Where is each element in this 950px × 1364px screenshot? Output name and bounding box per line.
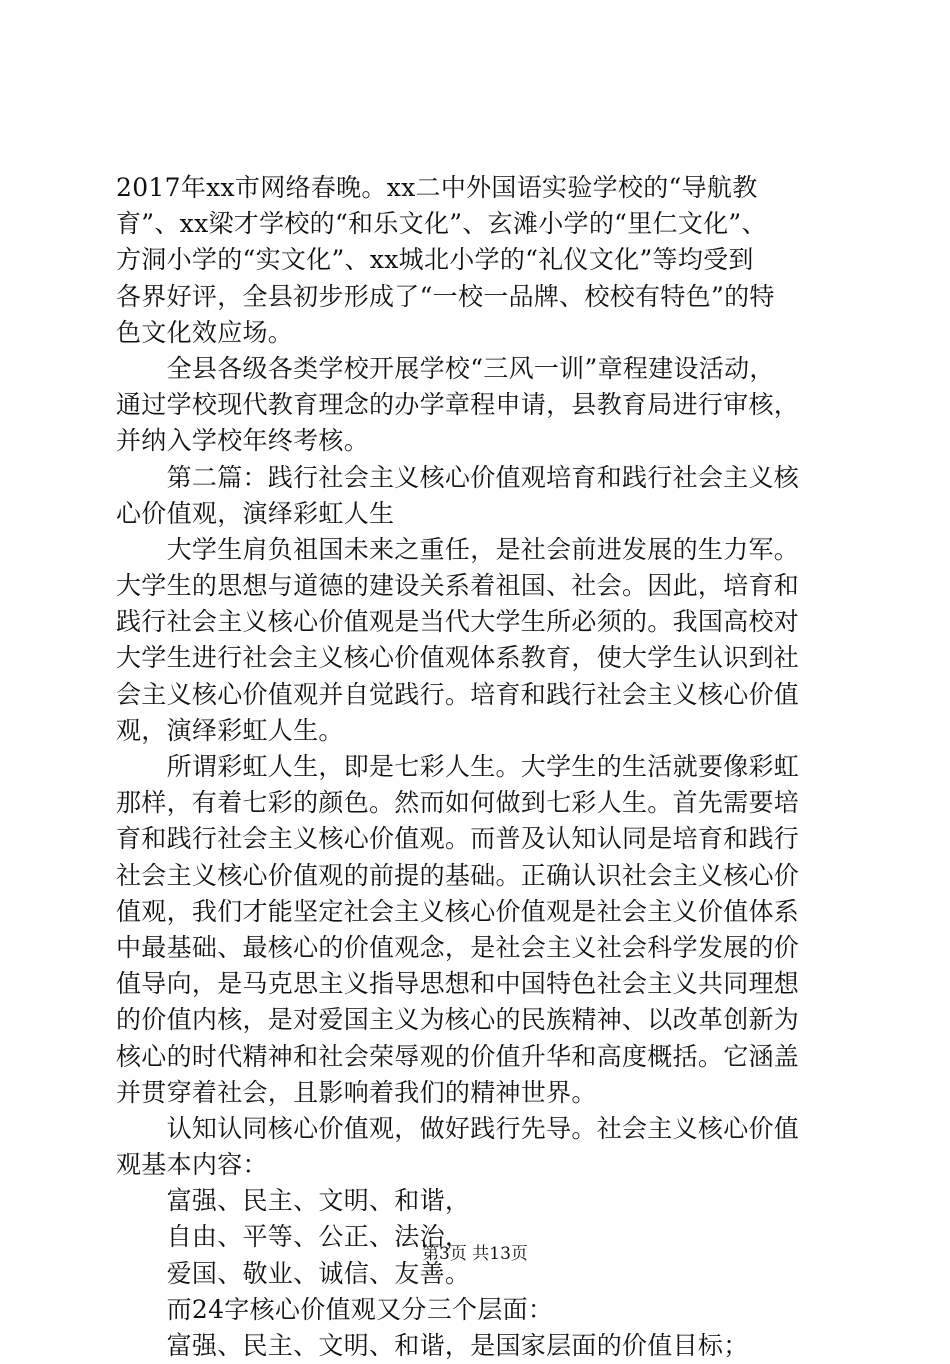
text-line: 大学生进行社会主义核心价值观体系教育，使大学生认识到社: [116, 643, 800, 673]
text-line: 自由、平等、公正、法治，: [116, 1222, 471, 1252]
text-line: 育和践行社会主义核心价值观。而普及认知认同是培育和践行: [116, 824, 800, 854]
text-line: 大学生肩负祖国未来之重任，是社会前进发展的生力军。: [116, 534, 800, 564]
text-line: 的价值内核，是对爱国主义为核心的民族精神、以改革创新为: [116, 1005, 800, 1035]
text-line: 通过学校现代教育理念的办学章程申请，县教育局进行审核，: [116, 390, 800, 420]
text-line: 富强、民主、文明、和谐，是国家层面的价值目标；: [116, 1331, 749, 1360]
text-line: 所谓彩虹人生，即是七彩人生。大学生的生活就要像彩虹: [116, 752, 800, 781]
text-line: 值导向，是马克思主义指导思想和中国特色社会主义共同理想: [116, 969, 800, 999]
text-line: 而24字核心价值观又分三个层面：: [116, 1294, 554, 1324]
text-line: 中最基础、最核心的价值观念，是社会主义社会科学发展的价: [116, 932, 800, 962]
text-line: 会主义核心价值观并自觉践行。培育和践行社会主义核心价值: [116, 679, 800, 709]
text-line: 爱国、敬业、诚信、友善。: [116, 1258, 471, 1288]
text-line: 色文化效应场。: [116, 317, 294, 347]
text-line: 并纳入学校年终考核。: [116, 426, 370, 456]
text-line: 认知认同核心价值观，做好践行先导。社会主义核心价值: [116, 1113, 800, 1143]
text-line: 社会主义核心价值观的前提的基础。正确认识社会主义核心价: [116, 860, 800, 890]
text-line: 第二篇：践行社会主义核心价值观培育和践行社会主义核: [116, 462, 800, 492]
text-line: 育”、xx梁才学校的“和乐文化”、玄滩小学的“里仁文化”、: [116, 209, 767, 239]
page-footer: 第3页 共13页: [422, 1244, 528, 1264]
text-line: 并贯穿着社会，且影响着我们的精神世界。: [116, 1077, 597, 1107]
text-line: 2017年xx市网络春晚。xx二中外国语实验学校的“导航教: [116, 173, 758, 202]
text-line: 观，演绎彩虹人生。: [116, 715, 344, 745]
text-line: 践行社会主义核心价值观是当代大学生所必须的。我国高校对: [116, 607, 800, 637]
text-line: 大学生的思想与道德的建设关系着祖国、社会。因此，培育和: [116, 571, 800, 601]
text-line: 各界好评，全县初步形成了“一校一品牌、校校有特色”的特: [116, 281, 775, 311]
text-line: 全县各级各类学校开展学校“三风一训”章程建设活动，: [116, 353, 775, 383]
text-line: 心价值观，演绎彩虹人生: [116, 498, 395, 528]
text-line: 核心的时代精神和社会荣辱观的价值升华和高度概括。它涵盖: [116, 1041, 800, 1071]
text-line: 观基本内容：: [116, 1150, 268, 1180]
document-body: [116, 170, 836, 1364]
text-line: 值观，我们才能坚定社会主义核心价值观是社会主义价值体系: [116, 896, 800, 926]
text-line: 那样，有着七彩的颜色。然而如何做到七彩人生。首先需要培: [116, 788, 800, 818]
text-line: 富强、民主、文明、和谐，: [116, 1186, 471, 1216]
text-line: 方洞小学的“实文化”、xx城北小学的“礼仪文化”等均受到: [116, 245, 754, 275]
